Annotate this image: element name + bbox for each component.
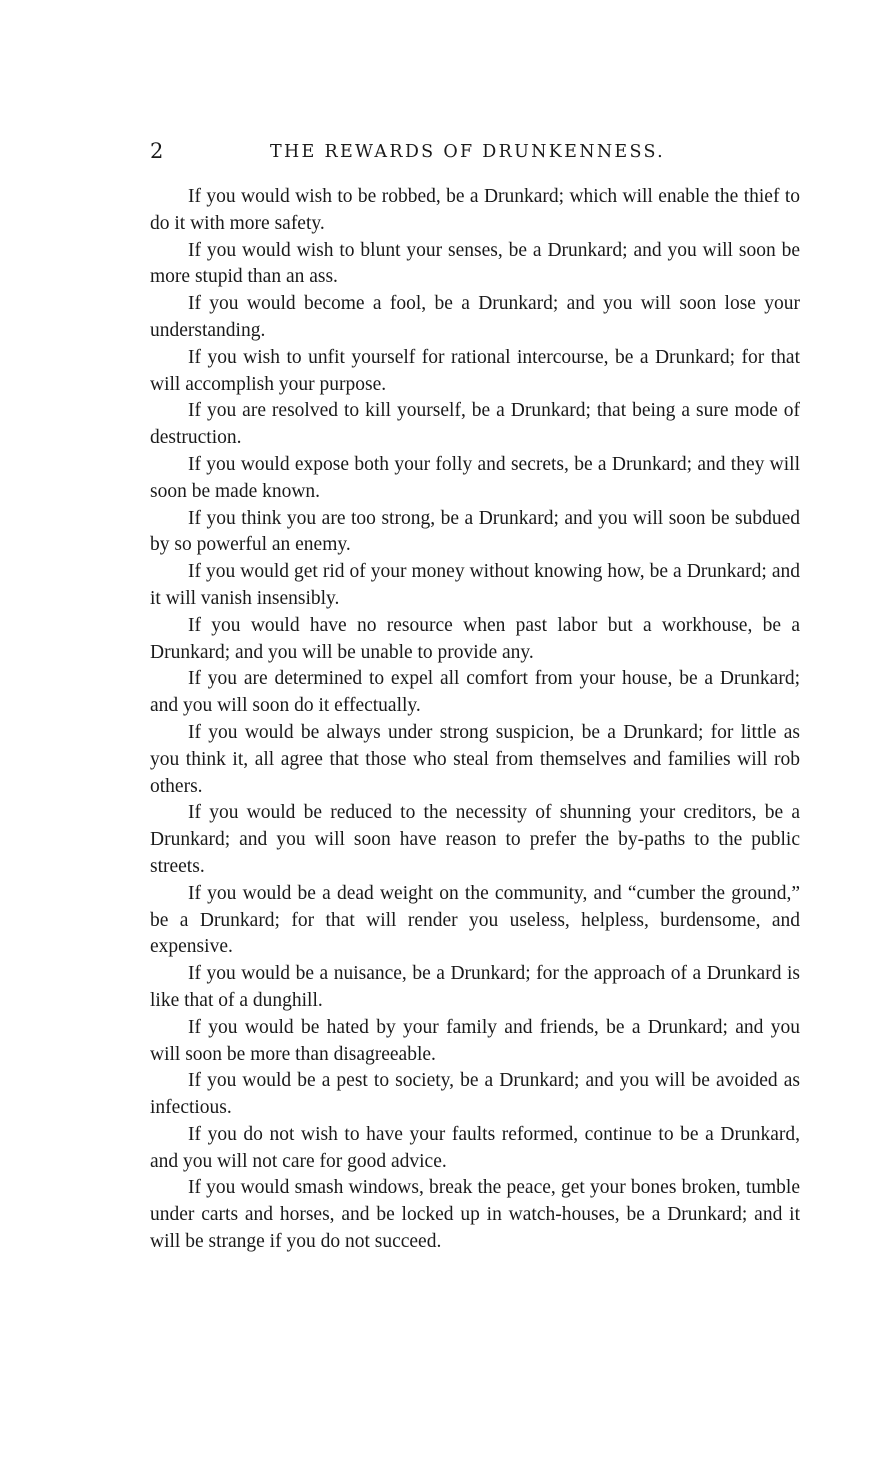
paragraph: If you do not wish to have your faults reformed, continue to be a Drunkard, and you will not care for good advice. <box>150 1123 800 1172</box>
paragraph: If you would be reduced to the necessity of shunning your creditors, be a Drunkard; and you will soon have reason to prefer the by-paths to the public streets. <box>150 802 800 877</box>
paragraph: If you would be a dead weight on the community, and “cumber the ground,” be a Drunkard; for that will render you useless, helpless, burdensome, and expensive. <box>150 882 800 958</box>
paragraph: If you think you are too strong, be a Drunkard; and you will soon be subdued by so powerful an enemy. <box>150 507 800 556</box>
paragraph: If you would be always under strong suspicion, be a Drunkard; for little as you think it, all agree that those who steal from themselves and families will rob others. <box>150 721 800 797</box>
paragraph: If you would wish to be robbed, be a Drunkard; which will enable the thief to do it with more safety. <box>150 186 800 234</box>
paragraph: If you wish to unfit yourself for rational intercourse, be a Drunkard; for that will accomplish your purpose. <box>150 346 800 395</box>
paragraph: If you would become a fool, be a Drunkard; and you will soon lose your understanding. <box>150 293 800 341</box>
page-header <box>150 137 800 165</box>
paragraph: If you would be a nuisance, be a Drunkard; for the approach of a Drunkard is like that of a dunghill. <box>150 963 800 1011</box>
body-text <box>150 184 800 1256</box>
paragraph: If you would get rid of your money without knowing how, be a Drunkard; and it will vanish insensibly. <box>150 561 800 609</box>
page-number: 2 <box>150 139 164 163</box>
paragraph: If you would be a pest to society, be a Drunkard; and you will be avoided as infectious. <box>150 1070 800 1119</box>
paragraph: If you would be hated by your family and friends, be a Drunkard; and you will soon be more than disagreeable. <box>150 1016 800 1065</box>
paragraph: If you are resolved to kill yourself, be a Drunkard; that being a sure mode of destruction. <box>150 400 800 449</box>
paragraph: If you would expose both your folly and secrets, be a Drunkard; and they will soon be made known. <box>150 453 800 502</box>
paragraph: If you would have no resource when past labor but a workhouse, be a Drunkard; and you will be unable to provide any. <box>150 614 800 663</box>
paragraph: If you are determined to expel all comfort from your house, be a Drunkard; and you will soon do it effectually. <box>150 668 800 717</box>
paragraph: If you would smash windows, break the peace, get your bones broken, tumble under carts and horses, and be locked up in watch-houses, be a Drunkard; and it will be strange if you do not succeed. <box>150 1177 800 1253</box>
paragraph: If you would wish to blunt your senses, be a Drunkard; and you will soon be more stupid than an ass. <box>150 239 800 288</box>
running-title: THE REWARDS OF DRUNKENNESS. <box>270 142 666 162</box>
